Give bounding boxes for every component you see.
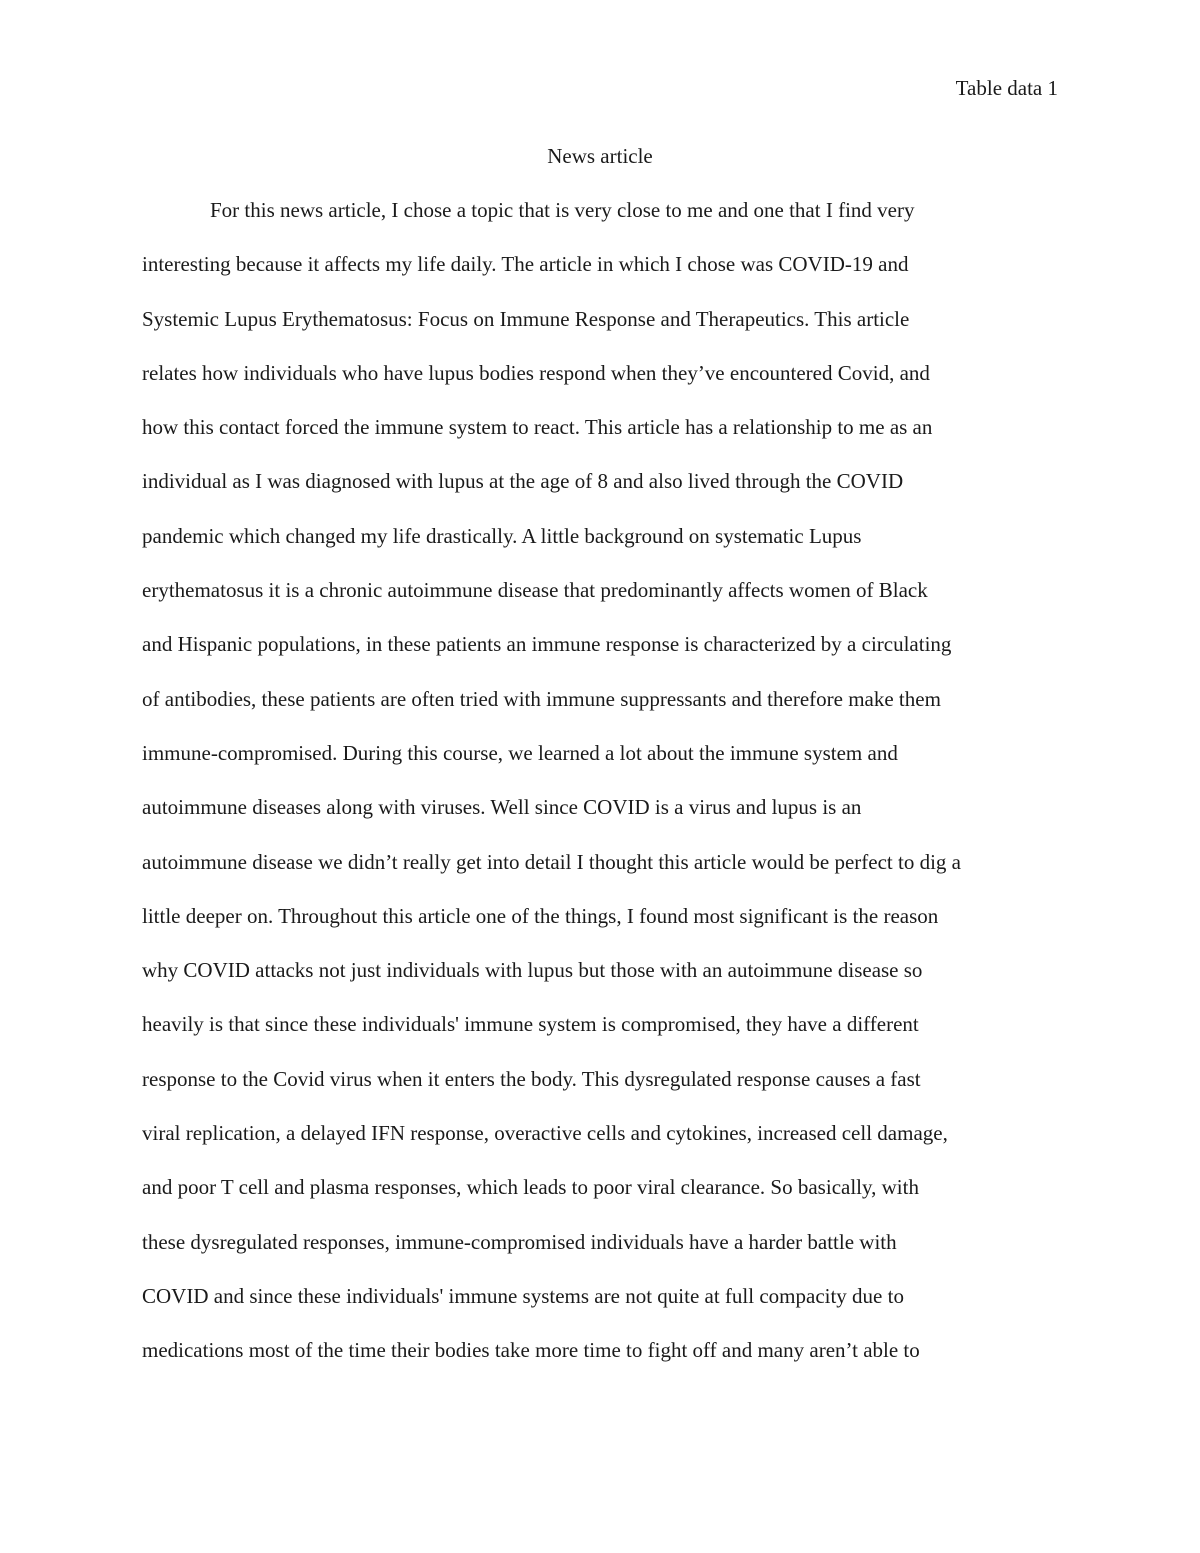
paragraph-line: heavily is that since these individuals' immune system is compromised, they have a different — [142, 1012, 919, 1037]
paragraph-line: Systemic Lupus Erythematosus: Focus on Immune Response and Therapeutics. This article — [142, 306, 910, 331]
paragraph-line: pandemic which changed my life drastically. A little background on systematic Lupus — [142, 523, 862, 548]
paragraph-line: For this news article, I chose a topic that is very close to me and one that I find very — [210, 198, 915, 222]
paragraph-line: COVID and since these individuals' immune systems are not quite at full compacity due to — [142, 1283, 904, 1308]
paragraph-line: erythematosus it is a chronic autoimmune disease that predominantly affects women of Black — [142, 578, 928, 603]
paragraph-line: autoimmune disease we didn’t really get into detail I thought this article would be perfect to dig a — [142, 849, 961, 874]
paragraph-line: interesting because it affects my life daily. The article in which I chose was COVID-19 and — [142, 252, 909, 277]
paragraph-line: individual as I was diagnosed with lupus at the age of 8 and also lived through the COVID — [142, 469, 904, 494]
paragraph-line: relates how individuals who have lupus bodies respond when they’ve encountered Covid, and — [142, 360, 930, 385]
paragraph-line: viral replication, a delayed IFN response, overactive cells and cytokines, increased cell damage, — [142, 1121, 948, 1146]
body-paragraph — [142, 196, 1060, 1391]
paragraph-line: why COVID attacks not just individuals with lupus but those with an autoimmune disease so — [142, 958, 923, 983]
paragraph-line: medications most of the time their bodies take more time to fight off and many aren’t able to — [142, 1338, 920, 1363]
paragraph-line: autoimmune diseases along with viruses. Well since COVID is a virus and lupus is an — [142, 795, 862, 820]
page-title: News article — [547, 144, 653, 168]
paragraph-line: these dysregulated responses, immune-compromised individuals have a harder battle with — [142, 1229, 897, 1254]
paragraph-line: and poor T cell and plasma responses, which leads to poor viral clearance. So basically, with — [142, 1175, 919, 1200]
paragraph-line: immune-compromised. During this course, we learned a lot about the immune system and — [142, 740, 898, 765]
paragraph-line: and Hispanic populations, in these patients an immune response is characterized by a circulating — [142, 632, 952, 657]
paragraph-line: how this contact forced the immune system to react. This article has a relationship to me as an — [142, 415, 933, 440]
paragraph-line: response to the Covid virus when it enters the body. This dysregulated response causes a fast — [142, 1066, 921, 1091]
paragraph-line: little deeper on. Throughout this article one of the things, I found most significant is the reason — [142, 903, 939, 928]
running-head: Table data 1 — [955, 76, 1058, 100]
paragraph-line: of antibodies, these patients are often tried with immune suppressants and therefore make them — [142, 686, 941, 711]
